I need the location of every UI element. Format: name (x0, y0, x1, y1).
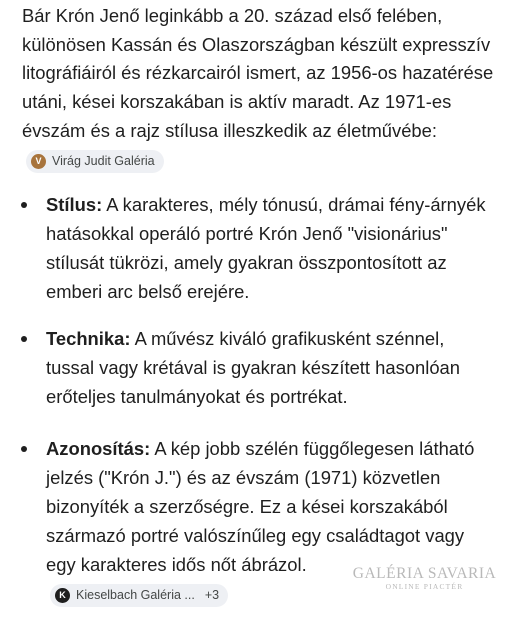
bullet-term: Technika: (46, 328, 131, 349)
watermark-title: GALÉRIA SAVARIA (352, 565, 497, 582)
bullet-term: Stílus: (46, 194, 103, 215)
more-sources-count: +3 (204, 588, 220, 602)
source-chip-kieselbach[interactable] (50, 584, 228, 607)
bullet-text: A karakteres, mély tónusú, drámai fény-árnyék hatásokkal operáló portré Krón Jenő "visionárius" stílusát tükrözi, amely gyakran összpontosított az emberi arc belső erejére. (46, 194, 486, 302)
source-chip-label: Kieselbach Galéria ... (76, 588, 195, 602)
watermark (342, 566, 507, 592)
list-item-technique (46, 324, 486, 411)
bullet-text: A művész kiváló grafikusként szénnel, tussal vagy krétával is gyakran készített hasonlóan erőteljes tanulmányokat és portrékat. (46, 328, 461, 407)
virag-judit-logo-icon: V (31, 154, 46, 169)
source-chip-label: Virág Judit Galéria (52, 153, 155, 168)
list-item-style (46, 190, 486, 306)
bullet-list (46, 190, 486, 626)
watermark-subtitle: ONLINE PIACTÉR (385, 582, 464, 591)
intro-paragraph (22, 2, 497, 174)
bullet-term: Azonosítás: (46, 438, 151, 459)
kieselbach-logo-icon: K (55, 588, 70, 603)
bullet-text: A kép jobb szélén függőlegesen látható jelzés ("Krón J.") és az évszám (1971) közvetlen bizonyíték a szerzőségre. Ez a kései korszakából származó portré valószínűleg egy családtagot vagy egy karakteres idős nőt ábrázol. (46, 438, 475, 575)
source-chip-virag-judit[interactable] (26, 150, 164, 173)
intro-text: Bár Krón Jenő leginkább a 20. század első felében, különösen Kassán és Olaszországban készült expresszív litográfiáiról és rézkarcairól ismert, az 1956-os hazatérése utáni, kései korszakában is aktív maradt. Az 1971-es évszám és a rajz stílusa illeszkedik az életművébe: (22, 5, 494, 141)
